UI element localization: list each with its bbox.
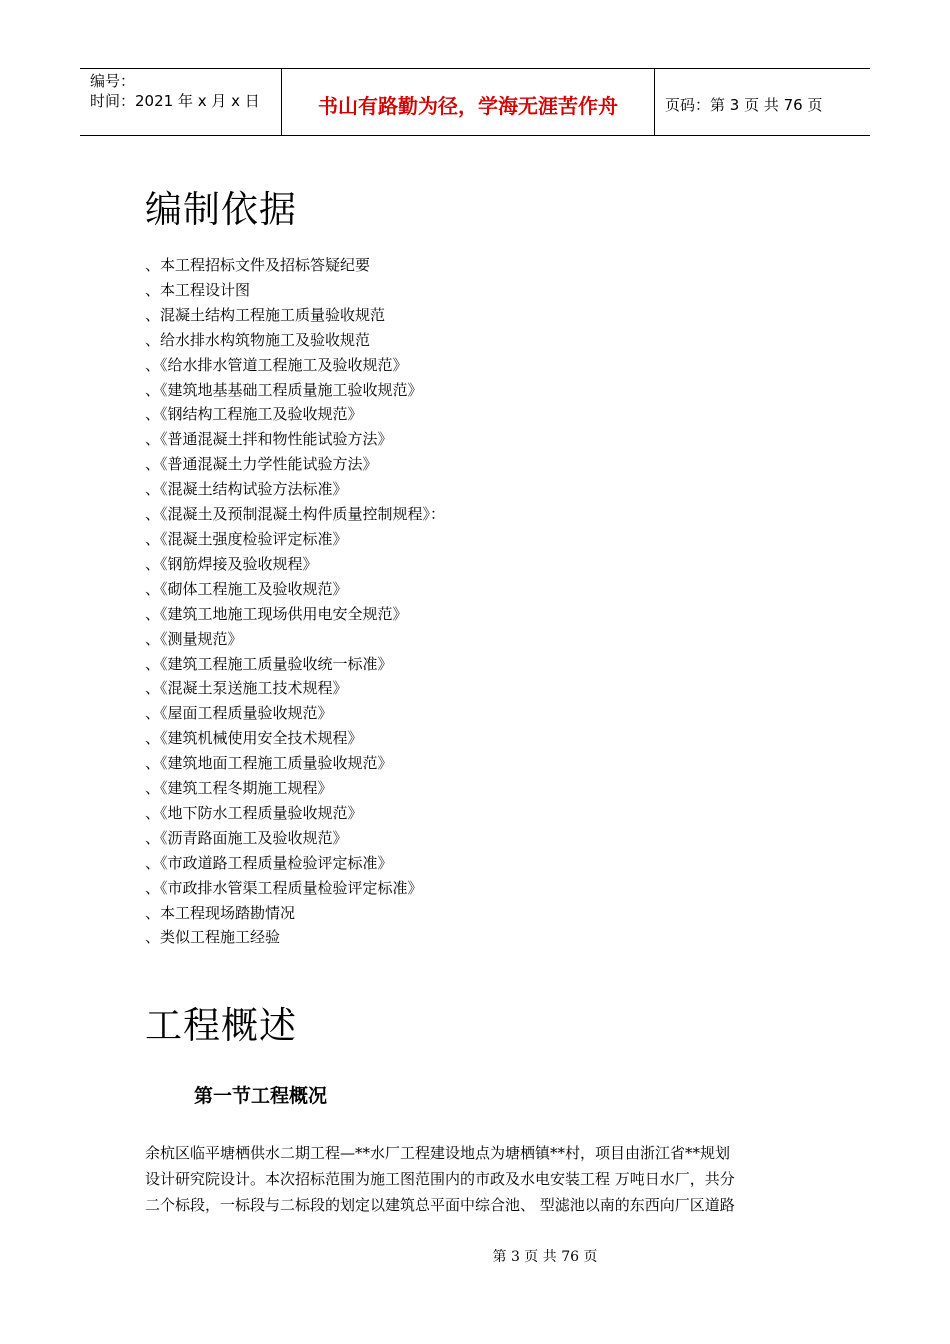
section-title-basis: 编制依据 (145, 188, 297, 231)
reference-item: 、《混凝土强度检验评定标准》 (145, 529, 348, 548)
reference-item: 、《混凝土及预制混凝土构件质量控制规程》： (145, 505, 446, 524)
header-page-cell (655, 69, 870, 135)
reference-item: 、混凝土结构工程施工质量验收规范 (145, 305, 386, 324)
reference-item: 、《建筑工程施工质量验收统一标准》 (145, 654, 393, 673)
doc-code-label: 编号： (90, 72, 136, 90)
doc-time-label: 时间：2021 年 x 月 x 日 (90, 92, 260, 110)
overview-paragraph (145, 1140, 810, 1218)
reference-item: 、《建筑工程冬期施工规程》 (145, 779, 333, 798)
header-motto: 书山有路勤为径，学海无涯苦作舟 (318, 93, 618, 118)
reference-item: 、《建筑工地施工现场供用电安全规范》 (145, 604, 408, 623)
reference-item: 、《沥青路面施工及验收规范》 (145, 828, 348, 847)
reference-item: 、《混凝土泵送施工技术规程》 (145, 679, 348, 698)
reference-item: 、《市政道路工程质量检验评定标准》 (145, 853, 393, 872)
reference-item: 、本工程设计图 (145, 280, 251, 299)
header-page-info: 页码：第 3 页 共 76 页 (665, 95, 823, 114)
reference-item: 、《混凝土结构试验方法标准》 (145, 480, 348, 499)
header-meta-cell (80, 69, 282, 135)
footer-page-number: 第 3 页 共 76 页 (492, 1249, 598, 1265)
reference-list (145, 253, 445, 950)
reference-item: 、本工程现场踏勘情况 (145, 903, 296, 922)
reference-item: 、《给水排水管道工程施工及验收规范》 (145, 355, 408, 374)
paragraph-line: 二个标段，一标段与二标段的划定以建筑总平面中综合池、 型滤池以南的东西向厂区道路 (145, 1196, 735, 1214)
header-motto-cell (282, 69, 655, 135)
reference-item: 、《普通混凝土力学性能试验方法》 (145, 455, 378, 474)
page-header (80, 68, 870, 136)
reference-item: 、《建筑地基基础工程质量施工验收规范》 (145, 380, 423, 399)
reference-item: 、《屋面工程质量验收规范》 (145, 704, 333, 723)
subsection-title: 第一节工程概况 (194, 1085, 328, 1107)
reference-item: 、本工程招标文件及招标答疑纪要 (145, 256, 371, 274)
reference-item: 、《普通混凝土拌和物性能试验方法》 (145, 430, 393, 449)
reference-item: 、《建筑地面工程施工质量验收规范》 (145, 754, 393, 773)
reference-item: 、类似工程施工经验 (145, 928, 281, 947)
reference-item: 、《地下防水工程质量验收规范》 (145, 803, 363, 822)
reference-item: 、《建筑机械使用安全技术规程》 (145, 729, 363, 748)
reference-item: 、《测量规范》 (145, 629, 243, 648)
paragraph-line: 设计研究院设计。本次招标范围为施工图范围内的市政及水电安装工程 万吨日水厂，共分 (145, 1170, 735, 1188)
paragraph-line: 余杭区临平塘栖供水二期工程—**水厂工程建设地点为塘栖镇**村，项目由浙江省**规划 (145, 1144, 731, 1162)
reference-item: 、给水排水构筑物施工及验收规范 (145, 330, 371, 349)
reference-item: 、《市政排水管渠工程质量检验评定标准》 (145, 878, 423, 897)
reference-item: 、《钢筋焊接及验收规程》 (145, 554, 318, 573)
reference-item: 、《钢结构工程施工及验收规范》 (145, 405, 363, 424)
page-footer (0, 1246, 950, 1266)
reference-item: 、《砌体工程施工及验收规范》 (145, 579, 348, 598)
section-title-overview: 工程概述 (145, 1004, 297, 1047)
